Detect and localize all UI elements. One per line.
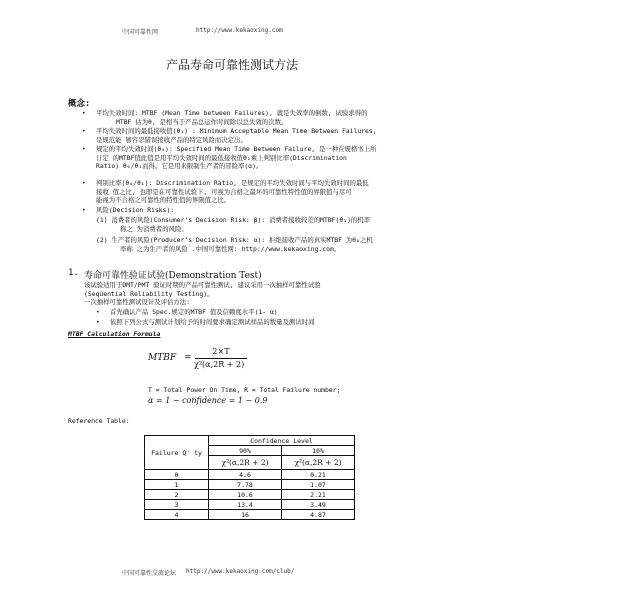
table-row: [145, 470, 355, 480]
cell-q: 3: [145, 500, 209, 510]
risk-line: 率称 之为生产者的风险 .中国可靠性网: http://www.kekaoxing.com。: [120, 244, 341, 253]
section-heading: 寿命可靠性验证试验(Demonstration Test): [84, 271, 262, 281]
cell-10: 2.21: [282, 490, 355, 500]
cell-90: 16: [209, 510, 282, 520]
level-10: 10%: [282, 446, 355, 456]
section-intro: [84, 281, 321, 307]
method-bullet: 依照下列公式与测试计划给予的时间要求确定测试样品的数量及测试时间: [110, 318, 315, 326]
formula-definitions: T = Total Power On Time, R = Total Failure number;: [148, 386, 341, 394]
cell-10: 1.07: [282, 480, 355, 490]
method-bullet: 首先确认产品 Spec.规定的MTBF 值及信赖度水平(1- α): [110, 308, 278, 316]
cell-10: 4.87: [282, 510, 355, 520]
cell-q: 4: [145, 510, 209, 520]
intro-line: 一次抽样可靠性测试设计及评估方法:: [84, 298, 191, 307]
cell-q: 1: [145, 480, 209, 490]
cell-q: 0: [145, 470, 209, 480]
concept-line: 是规范能 够容忍错误接收产品的特定风险而决定出。: [96, 135, 247, 144]
risk-line: 称之 为消费者的风险。: [120, 224, 188, 233]
reference-label: Reference Table:: [68, 417, 130, 425]
table-row: [145, 510, 355, 520]
formula-numerator: 2×T: [212, 347, 230, 356]
page-title: 产品寿命可靠性测试方法: [166, 58, 299, 72]
table-row: [145, 500, 355, 510]
footer-site: 中国可靠性交流论坛: [122, 570, 177, 577]
concept-item: [96, 145, 376, 171]
concept-line: 判别比率(θ₀/θ₁): Discrimination Ratio, 是规定的平均失效时间与平均失效时间的最低: [96, 179, 369, 187]
chi-expr-10: χ²(α,2R + 2): [282, 456, 355, 470]
bullet-icon: •: [82, 207, 86, 214]
cell-90: 13.4: [209, 500, 282, 510]
table-row: [145, 490, 355, 500]
footer-url[interactable]: http://www.kekaoxing.com/club/: [186, 568, 295, 575]
formula-equals: =: [184, 353, 192, 363]
alpha-formula: α = 1 − confidence = 1 − 0.9: [148, 396, 268, 405]
fraction-bar: [195, 358, 247, 359]
col-header-failure: Failure Q' ty: [145, 436, 209, 470]
concept-item: [96, 127, 377, 144]
risk-item-consumer: [96, 216, 370, 233]
risk-line: (2) 生产者的风险(Producer’s Decision Risk: α): 拒绝接收产品的真实MTBF 为θ₀之机: [96, 236, 373, 244]
cell-10: 3.49: [282, 500, 355, 510]
group-header-confidence: Confidence Level: [209, 436, 355, 446]
reference-table: [144, 435, 355, 520]
cell-90: 10.6: [209, 490, 282, 500]
bullet-icon: •: [82, 110, 86, 117]
bullet-icon: •: [96, 309, 100, 316]
table-row: [145, 480, 355, 490]
concept-line: 接收 值之比, 也即是在可靠性试验下, 可视为合格之最坏的可靠性特性值的界限值与尽可: [96, 187, 352, 196]
bullet-icon: •: [82, 128, 86, 135]
concept-item: [96, 109, 367, 126]
concepts-heading: 概念:: [68, 99, 91, 109]
intro-line: (Sequential Reliability Testing)。: [84, 289, 214, 298]
concept-line: 平均失效时间的最低接收值(θ₁) : Minimum Acceptable Mean Time Between Failures,: [96, 127, 377, 135]
formula-label: MTBF Calculation Formula: [68, 330, 161, 338]
header-site: 中国可靠性网: [122, 29, 159, 36]
bullet-icon: •: [96, 319, 100, 326]
bullet-icon: •: [82, 146, 86, 153]
concept-line: 风险(Decision Risks):: [96, 206, 175, 214]
concept-line: 平均失效时间: MTBF (Mean Time between Failures), 就是失效率的倒数, 试验求得的: [96, 109, 368, 117]
concept-line: Ratio) θ₀/θ₁而得。它是用来限制生产者的冒险率(α)。: [96, 162, 263, 171]
cell-90: 7.78: [209, 480, 282, 490]
intro-line: 该试验适用于DMT/PMT 验证时期的产品可靠性测试, 建议采用一次抽样可靠性试验: [84, 281, 321, 289]
formula-lhs: MTBF: [148, 353, 177, 363]
concept-item: [96, 206, 174, 215]
concept-line: 订定 的MTBF值此值是用平均失效时间的最低接收值θ₁乘上判别比率(Discrimination: [96, 153, 347, 162]
section-number: 1.: [68, 268, 79, 278]
concept-line: 能视为不合格之可靠性的特性值的界限值之比。: [96, 196, 231, 205]
header-url[interactable]: http://www.kekaoxing.com: [196, 27, 283, 34]
concept-line: MTBF 估为θ, 是相当于产品总运作时间除以总失效的次数。: [116, 117, 288, 126]
bullet-icon: •: [82, 180, 86, 187]
formula-denominator: χ²(α,2R + 2): [194, 360, 245, 369]
concept-line: 规定的平均失效时间(θ₀): Specified Mean Time Between Failure, 是一种在规格书上所: [96, 145, 377, 153]
risk-item-producer: [96, 236, 373, 253]
concept-item: [96, 179, 369, 205]
cell-q: 2: [145, 490, 209, 500]
chi-expr-90: χ²(α,2R + 2): [209, 456, 282, 470]
level-90: 90%: [209, 446, 282, 456]
cell-10: 0.21: [282, 470, 355, 480]
risk-line: (1) 消费者的风险(Consumer’s Decision Risk: β): 消费者接收较差的MTBF(θ₁)的机率: [96, 216, 371, 224]
cell-90: 4.6: [209, 470, 282, 480]
